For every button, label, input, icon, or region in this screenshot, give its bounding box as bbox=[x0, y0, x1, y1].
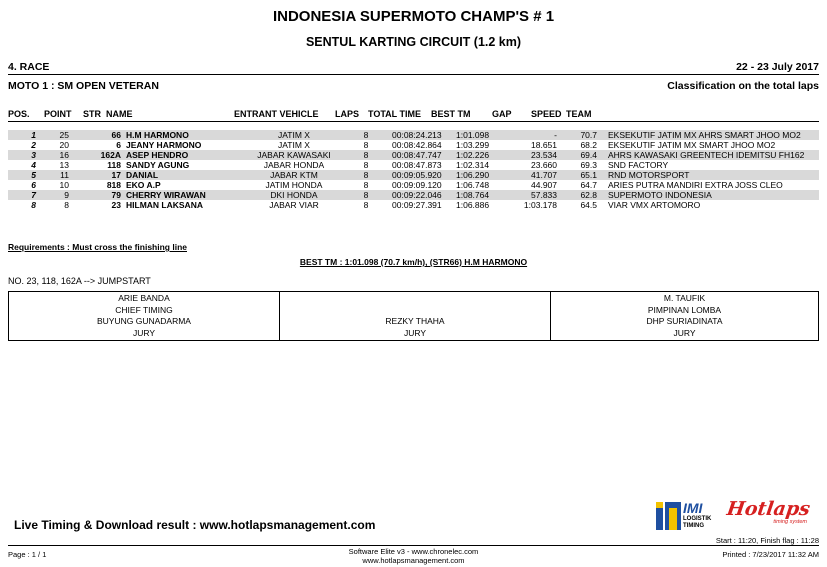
cell-point: 25 bbox=[36, 130, 69, 140]
cell-laps: 8 bbox=[344, 170, 388, 180]
cell-gap: 23.660 bbox=[531, 160, 557, 170]
requirements-note: Requirements : Must cross the finishing line bbox=[8, 242, 187, 252]
cell-vehicle: DKI HONDA bbox=[244, 190, 344, 200]
cell-point: 9 bbox=[36, 190, 69, 200]
col-laps: LAPS bbox=[335, 109, 360, 119]
cell-gap: 1:03.178 bbox=[523, 200, 557, 210]
table-row bbox=[8, 170, 819, 180]
table-row bbox=[8, 150, 819, 160]
cell-speed: 68.2 bbox=[580, 140, 597, 150]
cell-str: 79 bbox=[69, 190, 121, 200]
cell-vehicle: JABAR KAWASAKI bbox=[244, 150, 344, 160]
cell-point: 11 bbox=[36, 170, 69, 180]
cell-gap: 41.707 bbox=[511, 170, 557, 180]
cell-str: 66 bbox=[69, 130, 121, 140]
cell-name: ASEP HENDRO bbox=[121, 150, 244, 160]
officials-left bbox=[9, 292, 280, 341]
race-label: 4. RACE bbox=[8, 61, 50, 73]
cell-total: 00:09:09.120 bbox=[392, 180, 442, 190]
cell-gap: 44.907 bbox=[531, 180, 557, 190]
cell-team: SUPERMOTO INDONESIA bbox=[597, 190, 819, 200]
cell-laps: 8 bbox=[344, 130, 388, 140]
official-line: CHIEF TIMING bbox=[115, 304, 173, 315]
cell-str: 818 bbox=[106, 180, 121, 190]
cell-point: 13 bbox=[59, 160, 69, 170]
col-point: POINT bbox=[44, 109, 72, 119]
cell-name: CHERRY WIRAWAN bbox=[121, 190, 244, 200]
imi-text: IMI bbox=[683, 500, 703, 516]
official-line: JURY bbox=[132, 327, 156, 338]
cell-point: 8 bbox=[64, 200, 69, 210]
cell-pos: 1 bbox=[8, 130, 36, 140]
cell-team: RND MOTORSPORT bbox=[597, 170, 819, 180]
cell-point: 10 bbox=[59, 180, 69, 190]
cell-vehicle: JABAR VIAR bbox=[269, 200, 319, 210]
cell-vehicle: JABAR HONDA bbox=[263, 160, 325, 170]
col-entrant: ENTRANT VEHICLE bbox=[234, 109, 319, 119]
cell-laps: 8 bbox=[363, 160, 369, 170]
cell-vehicle: JATIM X bbox=[244, 130, 344, 140]
official-line: M. TAUFIK bbox=[663, 293, 706, 303]
cell-name: H.M HARMONO bbox=[121, 130, 244, 140]
cell-total: 00:08:42.864 bbox=[392, 140, 442, 150]
cell-point: 16 bbox=[36, 150, 69, 160]
hotlaps-text: Hotlaps bbox=[725, 498, 812, 520]
cell-laps: 8 bbox=[363, 140, 369, 150]
cell-total: 00:08:47.873 bbox=[392, 160, 442, 170]
cell-speed: 65.1 bbox=[557, 170, 597, 180]
live-timing-link[interactable]: Live Timing & Download result : www.hotlapsmanagement.com bbox=[14, 518, 376, 532]
official-line: BUYUNG GUNADARMA bbox=[97, 316, 191, 326]
hotlaps-logo bbox=[727, 499, 813, 527]
col-gap: GAP bbox=[492, 109, 512, 119]
results-table bbox=[8, 130, 819, 210]
cell-name: EKO A.P bbox=[126, 180, 161, 190]
cell-speed: 70.7 bbox=[557, 130, 597, 140]
col-speed: SPEED bbox=[531, 109, 562, 119]
classification-label: Classification on the total laps bbox=[667, 80, 819, 92]
col-team: TEAM bbox=[566, 109, 592, 119]
cell-pos: 7 bbox=[8, 190, 36, 200]
official-line: JURY bbox=[673, 327, 696, 338]
col-name: NAME bbox=[106, 109, 133, 119]
officials-table bbox=[8, 291, 819, 341]
cell-gap: - bbox=[511, 130, 557, 140]
divider-columns bbox=[8, 121, 819, 122]
cell-vehicle: JATIM X bbox=[278, 140, 310, 150]
table-row bbox=[8, 160, 819, 170]
official-line: ARIE BANDA bbox=[118, 293, 170, 303]
cell-total: 00:08:47.747 bbox=[388, 150, 450, 160]
page-number: Page : 1 / 1 bbox=[8, 550, 47, 559]
best-time-note: BEST TM : 1:01.098 (70.7 km/h), (STR66) H.M HARMONO bbox=[299, 257, 528, 267]
cell-pos: 2 bbox=[31, 140, 36, 150]
cell-point: 20 bbox=[59, 140, 69, 150]
table-row bbox=[8, 140, 819, 150]
official-line: JURY bbox=[403, 327, 427, 338]
cell-team: EKSEKUTIF JATIM MX SMART JHOO MO2 bbox=[608, 140, 776, 150]
cell-best: 1:02.226 bbox=[450, 150, 511, 160]
start-finish-time: Start : 11:20, Finish flag : 11:28 bbox=[715, 536, 819, 545]
cell-laps: 8 bbox=[363, 200, 369, 210]
col-str: STR bbox=[83, 109, 101, 119]
officials-middle bbox=[280, 292, 551, 341]
cell-best: 1:03.299 bbox=[456, 140, 490, 150]
cell-vehicle: JATIM HONDA bbox=[265, 180, 323, 190]
cell-best: 1:06.290 bbox=[450, 170, 511, 180]
cell-name: DANIAL bbox=[121, 170, 244, 180]
cell-str: 118 bbox=[107, 160, 121, 170]
cell-team: VIAR VMX ARTOMORO bbox=[608, 200, 701, 210]
col-best: BEST TM bbox=[431, 109, 471, 119]
cell-best: 1:02.314 bbox=[456, 160, 490, 170]
cell-team: EKSEKUTIF JATIM MX AHRS SMART JHOO MO2 bbox=[597, 130, 819, 140]
software-credit: Software Elite v3 - www.chronelec.com bbox=[348, 547, 479, 556]
col-pos: POS. bbox=[8, 109, 30, 119]
cell-total: 00:08:24.213 bbox=[388, 130, 450, 140]
cell-str: 162A bbox=[69, 150, 121, 160]
cell-total: 00:09:05.920 bbox=[388, 170, 450, 180]
cell-best: 1:06.748 bbox=[456, 180, 490, 190]
cell-str: 6 bbox=[116, 140, 121, 150]
class-label: MOTO 1 : SM OPEN VETERAN bbox=[8, 80, 159, 92]
table-row bbox=[8, 190, 819, 200]
cell-name: SANDY AGUNG bbox=[126, 160, 190, 170]
cell-total: 00:09:22.046 bbox=[388, 190, 450, 200]
table-row bbox=[8, 180, 819, 190]
cell-name: JEANY HARMONO bbox=[126, 140, 202, 150]
cell-laps: 8 bbox=[344, 150, 388, 160]
cell-gap: 57.833 bbox=[511, 190, 557, 200]
cell-gap: 23.534 bbox=[511, 150, 557, 160]
cell-team: ARIES PUTRA MANDIRI EXTRA JOSS CLEO bbox=[608, 180, 783, 190]
cell-pos: 4 bbox=[31, 160, 36, 170]
cell-laps: 8 bbox=[344, 190, 388, 200]
cell-name: HILMAN LAKSANA bbox=[126, 200, 203, 210]
cell-best: 1:06.886 bbox=[456, 200, 490, 210]
page-title: INDONESIA SUPERMOTO CHAMP'S # 1 bbox=[272, 8, 555, 25]
official-line: PIMPINAN LOMBA bbox=[647, 304, 722, 315]
cell-pos: 8 bbox=[31, 200, 36, 210]
cell-speed: 69.4 bbox=[557, 150, 597, 160]
divider-top bbox=[8, 74, 819, 75]
jumpstart-note: NO. 23, 118, 162A --> JUMPSTART bbox=[8, 276, 151, 286]
cell-str: 17 bbox=[69, 170, 121, 180]
cell-gap: 18.651 bbox=[531, 140, 557, 150]
cell-laps: 8 bbox=[363, 180, 369, 190]
cell-total: 00:09:27.391 bbox=[392, 200, 442, 210]
officials-right bbox=[551, 292, 819, 341]
cell-vehicle: JABAR KTM bbox=[244, 170, 344, 180]
website-credit: www.hotlapsmanagement.com bbox=[362, 556, 465, 565]
cell-speed: 64.7 bbox=[580, 180, 597, 190]
event-date: 22 - 23 July 2017 bbox=[736, 61, 819, 73]
cell-pos: 6 bbox=[31, 180, 36, 190]
imi-subtext: LOGISTIK TIMING bbox=[683, 516, 712, 529]
table-row bbox=[8, 130, 819, 140]
divider-footer bbox=[8, 545, 819, 546]
hotlaps-tagline: timing system bbox=[773, 519, 807, 525]
cell-pos: 3 bbox=[8, 150, 36, 160]
imi-logo bbox=[655, 498, 725, 534]
printed-date: Printed : 7/23/2017 11:32 AM bbox=[722, 550, 819, 559]
circuit-subtitle: SENTUL KARTING CIRCUIT (1.2 km) bbox=[305, 35, 522, 49]
table-row bbox=[8, 200, 819, 210]
cell-speed: 62.8 bbox=[557, 190, 597, 200]
cell-speed: 69.3 bbox=[580, 160, 597, 170]
col-total: TOTAL TIME bbox=[368, 109, 421, 119]
cell-speed: 64.5 bbox=[580, 200, 597, 210]
cell-team: AHRS KAWASAKI GREENTECH IDEMITSU FH162 bbox=[597, 150, 819, 160]
cell-pos: 5 bbox=[8, 170, 36, 180]
cell-best: 1:08.764 bbox=[450, 190, 511, 200]
official-line: REZKY THAHA bbox=[385, 316, 445, 326]
official-line: DHP SURIADINATA bbox=[646, 316, 723, 326]
cell-team: SND FACTORY bbox=[608, 160, 669, 170]
cell-str: 23 bbox=[111, 200, 121, 210]
cell-best: 1:01.098 bbox=[450, 130, 511, 140]
